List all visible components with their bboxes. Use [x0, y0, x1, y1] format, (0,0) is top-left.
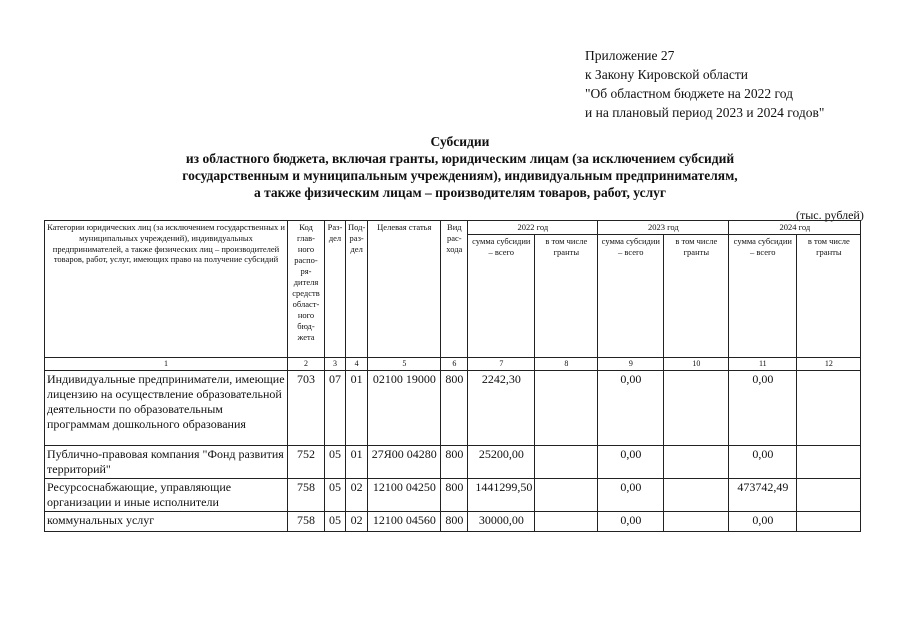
- units-label: (тыс. рублей): [796, 208, 864, 222]
- header-code: Код глав-ного распо-ря-дителя средств област-ного бюд-жета: [288, 221, 325, 358]
- row-grants-2024: [797, 446, 861, 479]
- header-sum-total: сумма субсидии – всего: [598, 235, 664, 358]
- title-line: а также физическим лицам – производителям товаров, работ, услуг: [253, 185, 667, 200]
- row-grants-2024: [797, 371, 861, 446]
- row-grants-2024: [797, 479, 861, 512]
- appendix-line: к Закону Кировской области: [585, 67, 749, 82]
- row-sum-2023: 0,00: [598, 446, 664, 479]
- column-number: 6: [441, 358, 468, 371]
- row-grants-2022: [535, 479, 598, 512]
- row-sum-2024: 0,00: [729, 446, 797, 479]
- header-section: Раз-дел: [325, 221, 346, 358]
- table-row: [45, 479, 861, 512]
- row-target: 12100 04250: [368, 479, 441, 512]
- row-code: 758: [288, 479, 325, 512]
- row-expense-type: 800: [441, 371, 468, 446]
- row-target: 27Я00 04280: [368, 446, 441, 479]
- row-subsection: 02: [346, 512, 368, 532]
- row-sum-2024: 473742,49: [729, 479, 797, 512]
- row-section: 05: [325, 479, 346, 512]
- header-sum-total: сумма субсидии – всего: [729, 235, 797, 358]
- header-sum-total: сумма субсидии – всего: [468, 235, 535, 358]
- column-number: 1: [45, 358, 288, 371]
- appendix-note: [585, 46, 824, 122]
- title-line: Субсидии: [430, 134, 490, 149]
- row-expense-type: 800: [441, 479, 468, 512]
- column-number: 11: [729, 358, 797, 371]
- row-sum-2022: 1441299,50: [468, 479, 535, 512]
- row-grants-2022: [535, 371, 598, 446]
- column-number-row: [45, 358, 861, 371]
- row-target: 12100 04560: [368, 512, 441, 532]
- row-grants-2022: [535, 446, 598, 479]
- title-line: государственным и муниципальным учреждениям), индивидуальным предпринимателям,: [182, 168, 738, 183]
- row-section: 05: [325, 512, 346, 532]
- row-grants-2023: [664, 371, 729, 446]
- row-grants-2022: [535, 512, 598, 532]
- header-incl-grants: в том числе гранты: [797, 235, 861, 358]
- table-row: [45, 371, 861, 446]
- header-year-2023: 2023 год: [598, 221, 729, 235]
- row-subsection: 01: [346, 446, 368, 479]
- row-sum-2023: 0,00: [598, 371, 664, 446]
- column-number: 3: [325, 358, 346, 371]
- table-row: [45, 512, 861, 532]
- row-sum-2023: 0,00: [598, 479, 664, 512]
- row-section: 05: [325, 446, 346, 479]
- row-sum-2024: 0,00: [729, 512, 797, 532]
- row-grants-2024: [797, 512, 861, 532]
- row-sum-2022: 30000,00: [468, 512, 535, 532]
- header-year-2024: 2024 год: [729, 221, 861, 235]
- column-number: 10: [664, 358, 729, 371]
- header-incl-grants: в том числе гранты: [535, 235, 598, 358]
- document-title: [100, 133, 820, 201]
- table-row: [45, 446, 861, 479]
- row-grants-2023: [664, 479, 729, 512]
- header-target: Целевая статья: [368, 221, 441, 358]
- appendix-line: и на плановый период 2023 и 2024 годов": [585, 105, 825, 120]
- row-section: 07: [325, 371, 346, 446]
- row-category: Ресурсоснабжающие, управляющие организации и иные исполнители: [45, 479, 288, 512]
- row-code: 758: [288, 512, 325, 532]
- column-number: 4: [346, 358, 368, 371]
- row-subsection: 02: [346, 479, 368, 512]
- row-subsection: 01: [346, 371, 368, 446]
- row-sum-2024: 0,00: [729, 371, 797, 446]
- column-number: 9: [598, 358, 664, 371]
- subsidies-table: [44, 220, 861, 532]
- column-number: 8: [535, 358, 598, 371]
- row-grants-2023: [664, 446, 729, 479]
- header-incl-grants: в том числе гранты: [664, 235, 729, 358]
- row-target: 02100 19000: [368, 371, 441, 446]
- appendix-line: "Об областном бюджете на 2022 год: [585, 86, 793, 101]
- row-sum-2022: 2242,30: [468, 371, 535, 446]
- column-number: 12: [797, 358, 861, 371]
- row-expense-type: 800: [441, 512, 468, 532]
- row-code: 752: [288, 446, 325, 479]
- header-subsection: Под-раз-дел: [346, 221, 368, 358]
- header-category: Категории юридических лиц (за исключением государственных и муниципальных учреждений), индивидуальных предпринимателей, а также физических лиц – производителей товаров, работ, услуг, имеющих право на получение субсидий: [45, 221, 288, 358]
- appendix-line: Приложение 27: [585, 48, 675, 63]
- row-expense-type: 800: [441, 446, 468, 479]
- row-sum-2022: 25200,00: [468, 446, 535, 479]
- column-number: 5: [368, 358, 441, 371]
- row-category: Публично-правовая компания "Фонд развития территорий": [45, 446, 288, 479]
- row-category: Индивидуальные предприниматели, имеющие лицензию на осуществление образовательной деятельности по образовательным программам дошкольного образования: [45, 371, 288, 446]
- column-number: 2: [288, 358, 325, 371]
- header-expense-type: Вид рас-хода: [441, 221, 468, 358]
- header-year-2022: 2022 год: [468, 221, 598, 235]
- title-line: из областного бюджета, включая гранты, юридическим лицам (за исключением субсидий: [185, 151, 735, 166]
- row-code: 703: [288, 371, 325, 446]
- row-sum-2023: 0,00: [598, 512, 664, 532]
- row-category: коммунальных услуг: [45, 512, 288, 532]
- column-number: 7: [468, 358, 535, 371]
- row-grants-2023: [664, 512, 729, 532]
